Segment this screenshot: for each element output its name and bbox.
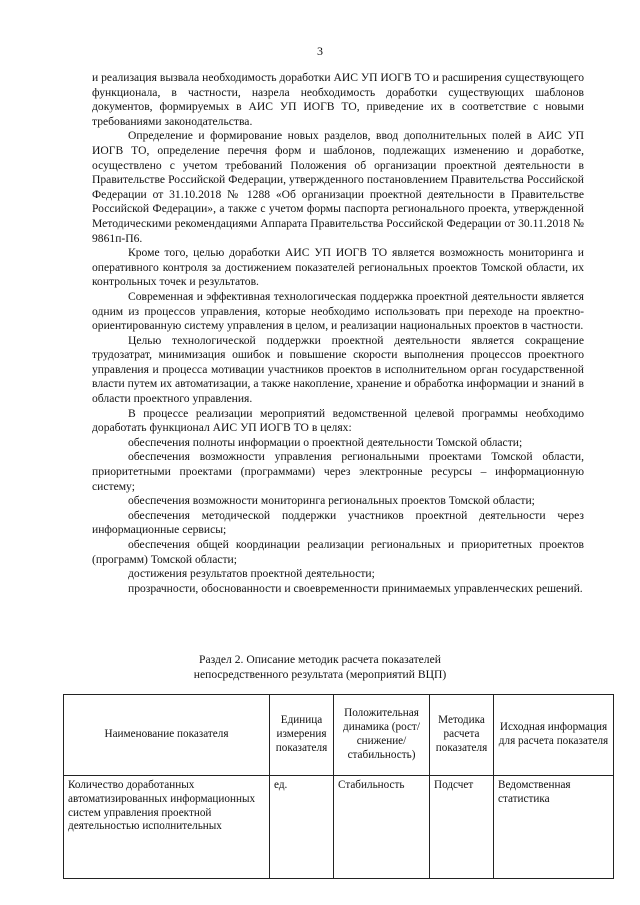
list-item: обеспечения методической поддержки участников проектной деятельности через информационные сервисы; bbox=[92, 508, 584, 537]
section-title bbox=[0, 652, 640, 682]
header-dynamics: Положительная динамика (рост/снижение/ стабильность) bbox=[334, 695, 430, 776]
page-number: 3 bbox=[317, 44, 323, 58]
paragraph: Кроме того, целью доработки АИС УП ИОГВ ТО является возможность мониторинга и оперативного контроля за достижением показателей региональных проектов Томской области, их контрольных точек и результатов. bbox=[92, 246, 584, 289]
paragraph: и реализация вызвала необходимость доработки АИС УП ИОГВ ТО и расширения существующего функционала, в частности, назрела необходимость доработки существующих шаблонов документов, формируемых в АИС УП ИОГВ ТО, приведение их в соответствие с новыми требованиями законодательства. bbox=[92, 71, 584, 128]
list-item: прозрачности, обоснованности и своевременности принимаемых управленческих решений. bbox=[128, 581, 583, 595]
header-indicator-name: Наименование показателя bbox=[64, 695, 270, 776]
header-source: Исходная информация для расчета показателя bbox=[494, 695, 614, 776]
cell-method: Подсчет bbox=[430, 776, 494, 879]
list-item: достижения результатов проектной деятельности; bbox=[128, 567, 375, 581]
paragraph: Определение и формирование новых разделов, ввод дополнительных полей в АИС УП ИОГВ ТО, определение перечня форм и шаблонов, подлежащих изменению и доработке, осуществлено с учетом требований Положения об организации проектной деятельности в Правительстве Российской Федерации, утвержденного постановлением Правительства Российской Федерации от 31.10.2018 № 1288 «Об организации проектной деятельности в Правительстве Российской Федерации», а также с учетом формы паспорта регионального проекта, утвержденной Методическими рекомендациями Аппарата Правительства Российской Федерации от 30.11.2018 № 9861п-П6. bbox=[92, 129, 584, 245]
body-text bbox=[92, 71, 584, 596]
paragraph: Целью технологической поддержки проектной деятельности является сокращение трудозатрат, минимизация ошибок и повышение скорости выполнения процессов проектного управления и процесса мотивации участников проектов в исполнительном орган государственной власти путем их автоматизации, а также накопление, хранение и обработка информации и знаний в области проектного управления. bbox=[92, 333, 584, 406]
section-title-line-2: непосредственного результата (мероприятий ВЦП) bbox=[193, 668, 447, 681]
cell-source: Ведомственная статистика bbox=[494, 776, 614, 879]
header-method: Методика расчета показателя bbox=[430, 695, 494, 776]
paragraph: В процессе реализации мероприятий ведомственной целевой программы необходимо доработать функционал АИС УП ИОГВ ТО в целях: bbox=[92, 406, 584, 435]
list-item: обеспечения общей координации реализации региональных и приоритетных проектов (программ) Томской области; bbox=[92, 538, 584, 566]
cell-indicator-name: Количество доработанных автоматизированных информационных систем управления проектной деятельностью исполнительных bbox=[64, 776, 270, 879]
list-item: обеспечения полноты информации о проектной деятельности Томской области; bbox=[128, 435, 523, 449]
header-unit: Единица измерения показателя bbox=[270, 695, 334, 776]
section-title-line-1: Раздел 2. Описание методик расчета показателей bbox=[199, 653, 441, 666]
table-header-row bbox=[64, 695, 614, 776]
cell-unit: ед. bbox=[270, 776, 334, 879]
list-item: обеспечения возможности управления региональными проектами Томской области, приоритетными проектами (программами) через электронные ресурсы – информационную систему; bbox=[92, 450, 584, 493]
cell-dynamics: Стабильность bbox=[334, 776, 430, 879]
list-item: обеспечения возможности мониторинга региональных проектов Томской области; bbox=[128, 494, 535, 508]
indicators-table bbox=[63, 694, 614, 879]
paragraph: Современная и эффективная технологическая поддержка проектной деятельности является одним из процессов управления, которые необходимо использовать при переходе на проектно-ориентированную систему управления в целом, и реализации национальных проектов в частности. bbox=[92, 289, 584, 333]
table-row bbox=[64, 776, 614, 879]
